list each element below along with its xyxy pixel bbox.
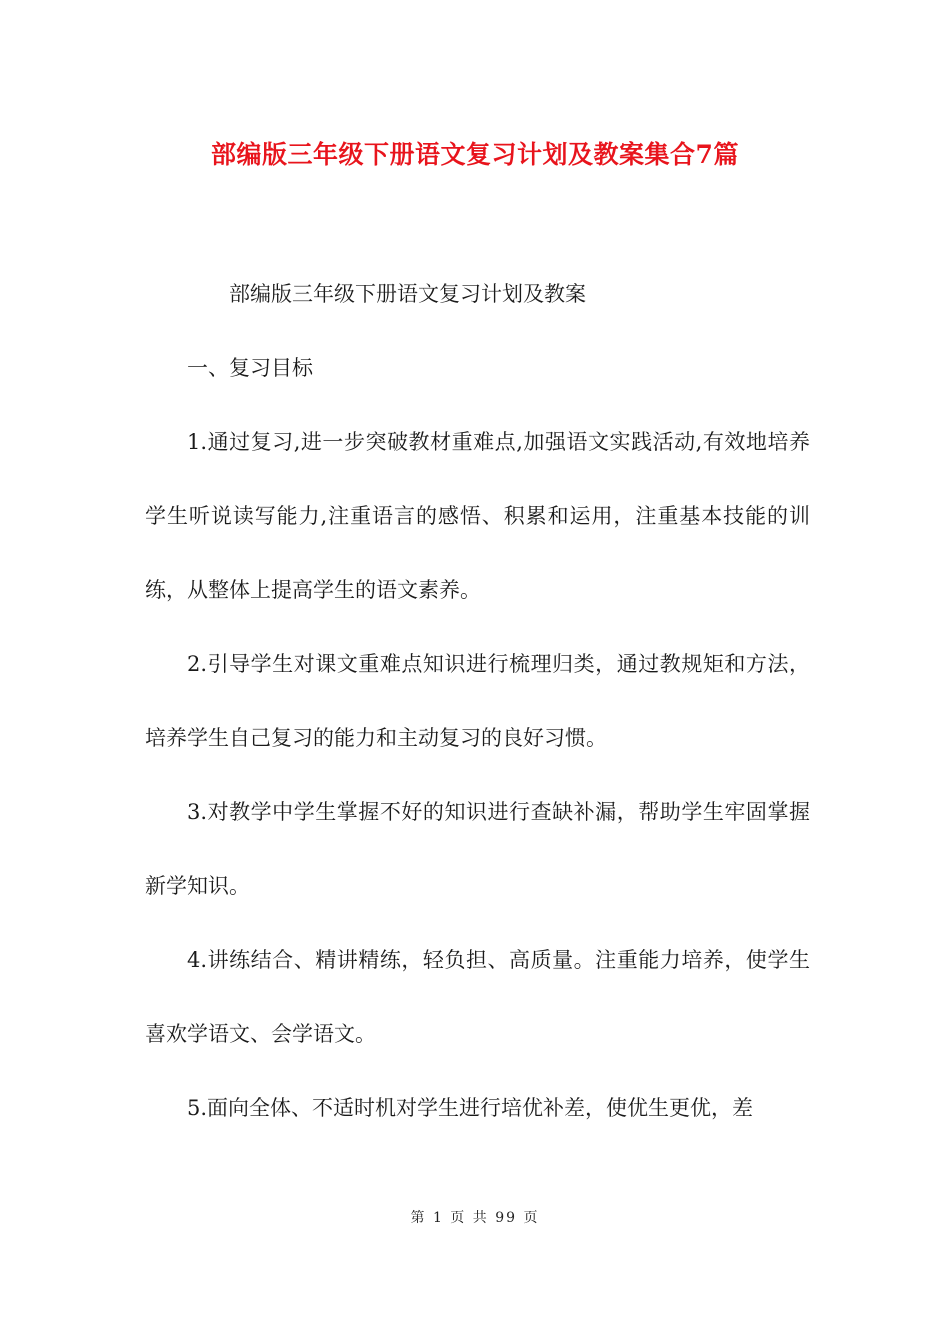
document-subtitle: 部编版三年级下册语文复习计划及教案 <box>229 282 586 306</box>
paragraph-2: 2.引导学生对课文重难点知识进行梳理归类，通过教规矩和方法，培养学生自己复习的能力和主动复习的良好习惯。 <box>145 652 810 750</box>
page-footer: 第 1 页 共 99 页 <box>410 1210 540 1226</box>
document-title: 部编版三年级下册语文复习计划及教案集合7篇 <box>211 140 739 169</box>
paragraph-3: 3.对教学中学生掌握不好的知识进行查缺补漏，帮助学生牢固掌握新学知识。 <box>145 800 810 898</box>
paragraph-5: 5.面向全体、不适时机对学生进行培优补差，使优生更优，差 <box>187 1096 754 1120</box>
section-heading: 一、复习目标 <box>187 356 313 380</box>
paragraph-4: 4.讲练结合、精讲精练，轻负担、高质量。注重能力培养，使学生喜欢学语文、会学语文。 <box>145 948 810 1046</box>
paragraph-1: 1.通过复习,进一步突破教材重难点,加强语文实践活动,有效地培养学生听说读写能力,注重语言的感悟、积累和运用，注重基本技能的训练，从整体上提高学生的语文素养。 <box>145 430 810 602</box>
